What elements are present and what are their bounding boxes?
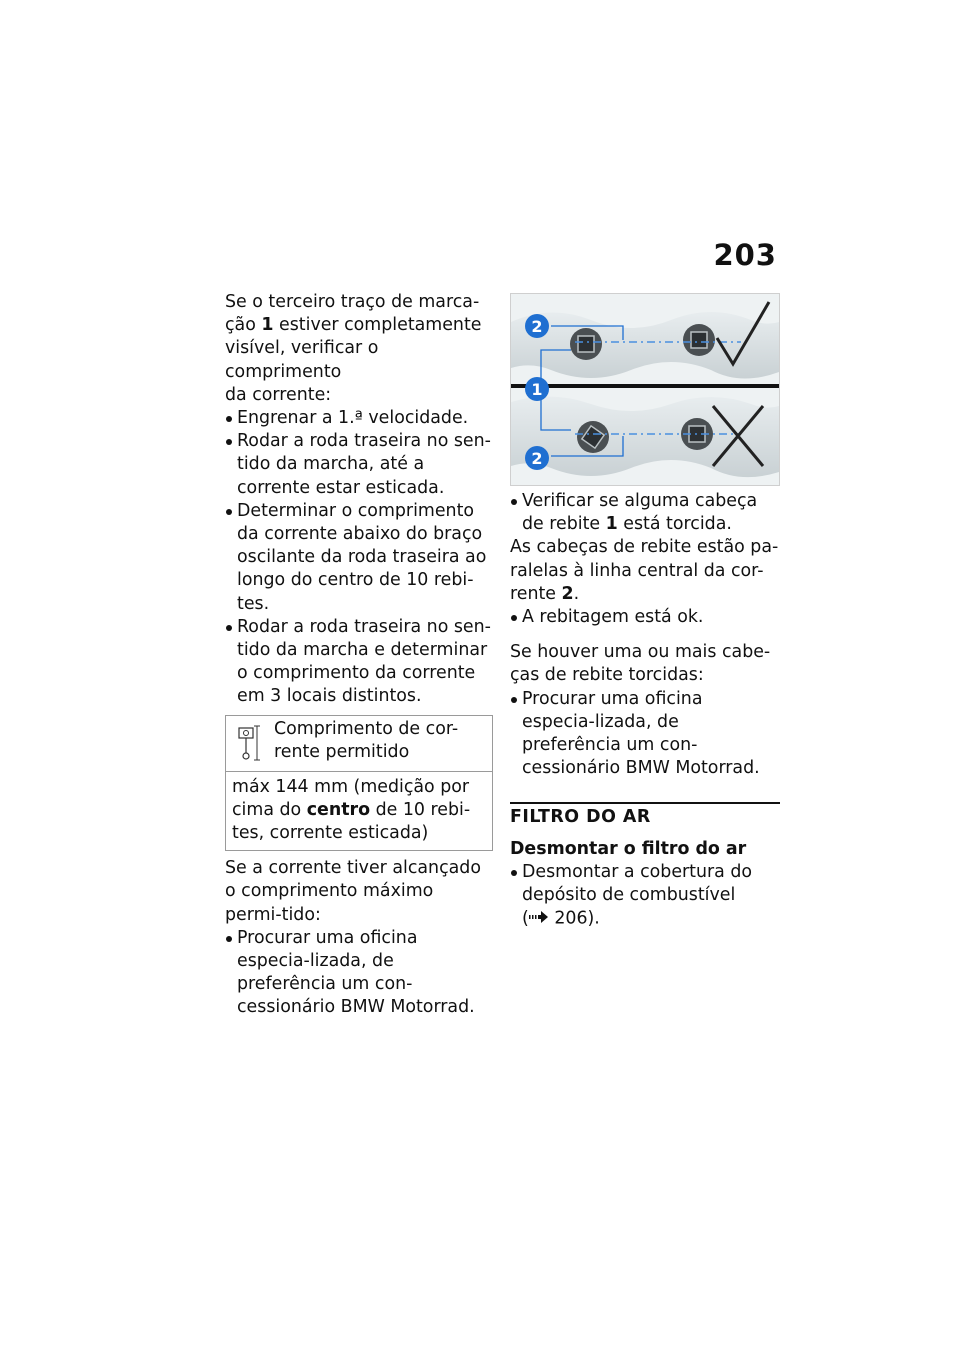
ok-list: [510, 606, 780, 629]
left-column: [225, 291, 493, 1020]
spec-header: [226, 716, 492, 772]
right-column: [510, 293, 780, 931]
intro-paragraph: [225, 291, 493, 407]
marker-top: 2: [531, 317, 543, 336]
chain-length-icon: [226, 716, 270, 771]
rivet-ref: 1: [261, 315, 274, 336]
check-list: [510, 490, 780, 536]
intro-line: estiver completamente: [273, 315, 482, 336]
paragraph-text: As cabeças de rebite estão pa-ralelas à linha central da cor-rente: [510, 537, 779, 604]
spec-label: Comprimento de cor-rente permitido: [274, 718, 459, 762]
paragraph-text: .: [573, 583, 580, 604]
list-item-text: Verificar se alguma cabeça de rebite: [522, 491, 758, 535]
rivet-ref: 1: [605, 514, 618, 535]
list-item: [510, 490, 780, 536]
parallel-paragraph: [510, 536, 780, 606]
steps-list-b: [225, 500, 493, 709]
spec-table: [225, 715, 493, 852]
twisted-list: [510, 688, 780, 781]
ref-paren: (: [522, 908, 529, 929]
steps-list-c: [225, 927, 493, 1020]
spec-value-text: máx 144 mm (medição por cima do: [232, 776, 470, 820]
intro-line: da corrente:: [225, 384, 332, 405]
page-reference[interactable]: 206).: [548, 908, 600, 929]
page-number: 203: [713, 238, 777, 272]
list-item: A rebitagem está ok.: [510, 606, 780, 629]
subsection-title: Desmontar o filtro do ar: [510, 838, 747, 859]
marker-bottom: 2: [531, 449, 543, 468]
list-item-text: está torcida.: [617, 514, 732, 535]
section-divider: [510, 802, 780, 829]
section-title: FILTRO DO AR: [510, 807, 651, 828]
list-item: Procurar uma oficina especia-lizada, de preferência um con-cessionário BMW Motorrad.: [225, 927, 493, 1020]
list-item: Rodar a roda traseira no sen-tido da marcha, até a corrente estar esticada.: [225, 430, 493, 500]
spec-value-text: de 10 rebi-tes, corrente esticada): [232, 799, 471, 844]
list-item: Procurar uma oficina especia-lizada, de preferência um con-cessionário BMW Motorrad.: [510, 688, 780, 781]
steps-list-a: [225, 407, 493, 500]
list-item: [510, 861, 780, 931]
centerline-ref: 2: [561, 583, 574, 604]
intro-line: Se o terceiro traço de marca-: [225, 292, 480, 312]
list-item: Engrenar a 1.ª velocidade.: [225, 407, 493, 430]
list-item: Determinar o comprimento da corrente abaixo do braço oscilante da roda traseira ao longo do centro de 10 rebi-tes.: [225, 500, 493, 616]
max-length-paragraph: Se a corrente tiver alcançado o comprimento máximo permi-tido:: [225, 858, 481, 925]
intro-line: ção: [225, 315, 262, 336]
spec-value-bold: centro: [306, 799, 371, 820]
marker-middle: 1: [531, 380, 543, 399]
list-item-text: Desmontar a cobertura do depósito de combustível: [522, 861, 753, 906]
spec-value: [226, 772, 492, 851]
twisted-paragraph: Se houver uma ou mais cabe-ças de rebite torcidas:: [510, 642, 771, 686]
intro-line: visível, verificar o comprimento: [225, 338, 379, 382]
list-item: Rodar a roda traseira no sen-tido da marcha e determinar o comprimento da corrente em 3 locais distintos.: [225, 616, 493, 709]
chain-rivet-figure: [510, 293, 780, 486]
page-reference-arrow-icon: [529, 907, 549, 930]
remove-list: [510, 861, 780, 931]
